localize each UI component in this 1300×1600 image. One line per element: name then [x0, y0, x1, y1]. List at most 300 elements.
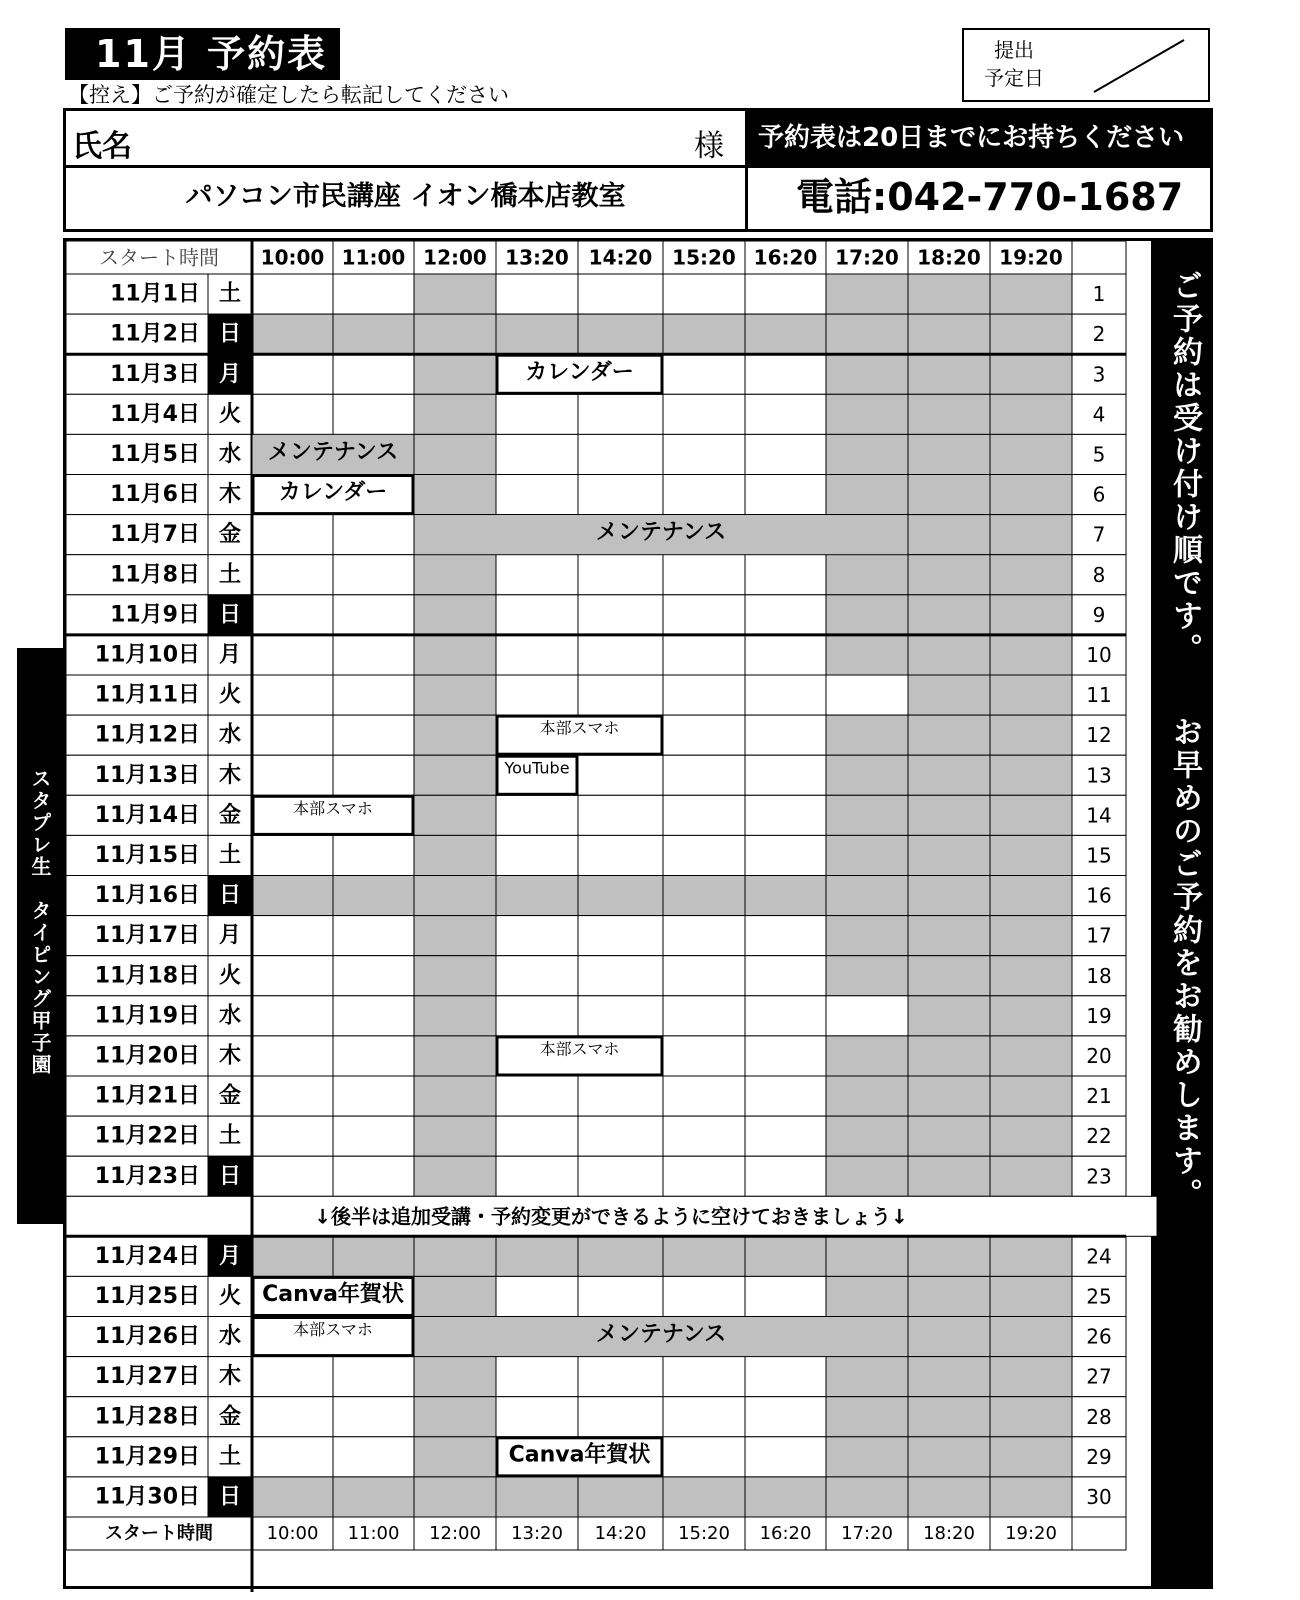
- time-slot-cell[interactable]: [663, 1236, 745, 1276]
- time-slot-cell[interactable]: [414, 956, 496, 996]
- time-slot-cell[interactable]: [578, 475, 663, 515]
- time-slot-cell[interactable]: [414, 1397, 496, 1437]
- time-slot-cell[interactable]: [252, 314, 333, 354]
- weekday-label: 土: [218, 1444, 242, 1470]
- time-slot-cell[interactable]: [990, 675, 1072, 715]
- time-slot-cell[interactable]: [908, 555, 990, 595]
- time-slot-cell[interactable]: [745, 876, 826, 916]
- time-slot-cell[interactable]: [908, 1397, 990, 1437]
- time-slot-cell[interactable]: [990, 1317, 1072, 1357]
- time-slot-cell[interactable]: [252, 1116, 333, 1156]
- time-slot-cell[interactable]: [826, 1036, 908, 1076]
- time-slot-cell[interactable]: [252, 1236, 333, 1276]
- time-slot-cell[interactable]: [496, 635, 578, 675]
- time-slot-cell[interactable]: [252, 916, 333, 956]
- time-slot-cell[interactable]: [745, 1397, 826, 1437]
- time-slot-cell[interactable]: [414, 1357, 496, 1397]
- time-slot-cell[interactable]: [578, 555, 663, 595]
- time-slot-cell[interactable]: [414, 434, 496, 474]
- time-slot-cell[interactable]: [745, 1477, 826, 1517]
- time-footer: 17:20: [841, 1523, 893, 1544]
- time-slot-cell[interactable]: [745, 475, 826, 515]
- time-slot-cell[interactable]: [908, 1156, 990, 1196]
- page-title: 11月 予約表: [65, 28, 340, 80]
- time-slot-cell[interactable]: [990, 876, 1072, 916]
- time-slot-cell[interactable]: [826, 956, 908, 996]
- time-slot-cell[interactable]: [333, 956, 414, 996]
- time-slot-cell[interactable]: [496, 675, 578, 715]
- time-slot-cell[interactable]: [990, 1036, 1072, 1076]
- time-slot-cell[interactable]: [414, 1477, 496, 1517]
- time-slot-cell[interactable]: [333, 515, 414, 555]
- time-slot-cell[interactable]: [414, 916, 496, 956]
- time-slot-cell[interactable]: [826, 1156, 908, 1196]
- time-slot-cell[interactable]: [745, 755, 826, 795]
- time-slot-cell[interactable]: [745, 835, 826, 875]
- time-slot-cell[interactable]: [578, 595, 663, 635]
- time-slot-cell[interactable]: [826, 555, 908, 595]
- time-slot-cell[interactable]: [663, 595, 745, 635]
- time-slot-cell[interactable]: [496, 1276, 578, 1316]
- weekday-label: 日: [218, 1163, 242, 1189]
- time-slot-cell[interactable]: [414, 635, 496, 675]
- time-slot-cell[interactable]: [496, 1076, 578, 1116]
- time-slot-cell[interactable]: [333, 1437, 414, 1477]
- time-slot-cell[interactable]: [908, 274, 990, 314]
- time-slot-cell[interactable]: [663, 1397, 745, 1437]
- time-slot-cell[interactable]: [745, 635, 826, 675]
- time-slot-cell[interactable]: [745, 1156, 826, 1196]
- time-slot-cell[interactable]: [496, 1397, 578, 1437]
- time-slot-cell[interactable]: [826, 795, 908, 835]
- time-slot-cell[interactable]: [990, 394, 1072, 434]
- time-slot-cell[interactable]: [252, 1036, 333, 1076]
- time-slot-cell[interactable]: [496, 314, 578, 354]
- time-slot-cell[interactable]: [908, 996, 990, 1036]
- time-slot-cell[interactable]: [826, 635, 908, 675]
- time-slot-cell[interactable]: [578, 1236, 663, 1276]
- time-slot-cell[interactable]: [333, 394, 414, 434]
- time-slot-cell[interactable]: [990, 1156, 1072, 1196]
- time-slot-cell[interactable]: [826, 1477, 908, 1517]
- time-slot-cell[interactable]: [414, 835, 496, 875]
- time-slot-cell[interactable]: [990, 1076, 1072, 1116]
- time-slot-cell[interactable]: [414, 1276, 496, 1316]
- time-slot-cell[interactable]: [826, 1276, 908, 1316]
- time-slot-cell[interactable]: [333, 1036, 414, 1076]
- time-slot-cell[interactable]: [908, 715, 990, 755]
- time-slot-cell[interactable]: [414, 1156, 496, 1196]
- time-slot-cell[interactable]: [990, 1276, 1072, 1316]
- time-slot-cell[interactable]: [578, 1397, 663, 1437]
- time-slot-cell[interactable]: [745, 354, 826, 394]
- time-slot-cell[interactable]: [745, 1236, 826, 1276]
- time-slot-cell[interactable]: [663, 394, 745, 434]
- time-slot-cell[interactable]: [745, 956, 826, 996]
- time-slot-cell[interactable]: [252, 1357, 333, 1397]
- time-slot-cell[interactable]: [826, 755, 908, 795]
- time-slot-cell[interactable]: [826, 996, 908, 1036]
- time-slot-cell[interactable]: [414, 314, 496, 354]
- time-footer: 18:20: [923, 1523, 975, 1544]
- time-slot-cell[interactable]: [663, 996, 745, 1036]
- time-slot-cell[interactable]: [333, 1076, 414, 1116]
- row-number: 25: [1086, 1284, 1112, 1309]
- time-slot-cell[interactable]: [745, 996, 826, 1036]
- weekday-label: 月: [218, 642, 242, 668]
- time-slot-cell[interactable]: [414, 755, 496, 795]
- time-slot-cell[interactable]: [826, 1236, 908, 1276]
- time-slot-cell[interactable]: [745, 595, 826, 635]
- time-slot-cell[interactable]: [663, 274, 745, 314]
- time-slot-cell[interactable]: [826, 354, 908, 394]
- time-slot-cell[interactable]: [663, 314, 745, 354]
- time-slot-cell[interactable]: [333, 916, 414, 956]
- time-slot-cell[interactable]: [908, 1357, 990, 1397]
- time-slot-cell[interactable]: [663, 1276, 745, 1316]
- weekday-label: 火: [218, 1283, 242, 1309]
- time-slot-cell[interactable]: [990, 635, 1072, 675]
- time-slot-cell[interactable]: [908, 595, 990, 635]
- time-slot-cell[interactable]: [745, 1437, 826, 1477]
- time-slot-cell[interactable]: [496, 595, 578, 635]
- time-slot-cell[interactable]: [496, 1156, 578, 1196]
- name-field[interactable]: [66, 111, 748, 168]
- time-slot-cell[interactable]: [826, 916, 908, 956]
- time-slot-cell[interactable]: [663, 956, 745, 996]
- date-label: 11月3日: [110, 361, 200, 387]
- row-number: 27: [1086, 1364, 1112, 1389]
- time-slot-cell[interactable]: [908, 795, 990, 835]
- time-slot-cell[interactable]: [252, 876, 333, 916]
- time-slot-cell[interactable]: [745, 715, 826, 755]
- time-slot-cell[interactable]: [745, 916, 826, 956]
- time-slot-cell[interactable]: [990, 916, 1072, 956]
- time-slot-cell[interactable]: [578, 635, 663, 675]
- time-slot-cell[interactable]: [578, 1477, 663, 1517]
- time-slot-cell[interactable]: [663, 1076, 745, 1116]
- time-slot-cell[interactable]: [826, 394, 908, 434]
- time-slot-cell[interactable]: [496, 996, 578, 1036]
- time-slot-cell[interactable]: [908, 635, 990, 675]
- time-slot-cell[interactable]: [663, 755, 745, 795]
- time-slot-cell[interactable]: [414, 1116, 496, 1156]
- time-slot-cell[interactable]: [908, 675, 990, 715]
- time-slot-cell[interactable]: [414, 555, 496, 595]
- time-slot-cell[interactable]: [578, 795, 663, 835]
- row-number: 9: [1092, 602, 1106, 627]
- time-slot-cell[interactable]: [578, 675, 663, 715]
- time-slot-cell[interactable]: [252, 715, 333, 755]
- time-slot-cell[interactable]: [496, 434, 578, 474]
- time-slot-cell[interactable]: [826, 675, 908, 715]
- time-slot-cell[interactable]: [990, 956, 1072, 996]
- time-slot-cell[interactable]: [990, 274, 1072, 314]
- time-slot-cell[interactable]: [252, 996, 333, 1036]
- time-slot-cell[interactable]: [414, 795, 496, 835]
- weekday-label: 月: [218, 923, 242, 949]
- time-slot-cell[interactable]: [908, 1036, 990, 1076]
- time-slot-cell[interactable]: [990, 1236, 1072, 1276]
- time-slot-cell[interactable]: [990, 515, 1072, 555]
- row-number: 5: [1092, 442, 1106, 467]
- time-slot-cell[interactable]: [333, 835, 414, 875]
- time-slot-cell[interactable]: [496, 1357, 578, 1397]
- time-slot-cell[interactable]: [908, 394, 990, 434]
- date-label: 11月27日: [94, 1364, 200, 1390]
- time-slot-cell[interactable]: [990, 595, 1072, 635]
- time-slot-cell[interactable]: [578, 1076, 663, 1116]
- time-slot-cell[interactable]: [252, 1477, 333, 1517]
- time-slot-cell[interactable]: [826, 876, 908, 916]
- time-slot-cell[interactable]: [578, 394, 663, 434]
- time-slot-cell[interactable]: [578, 916, 663, 956]
- time-slot-cell[interactable]: [908, 314, 990, 354]
- time-slot-cell[interactable]: [745, 1276, 826, 1316]
- time-slot-cell[interactable]: [990, 475, 1072, 515]
- time-slot-cell[interactable]: [252, 635, 333, 675]
- time-slot-cell[interactable]: [990, 354, 1072, 394]
- time-slot-cell[interactable]: [252, 675, 333, 715]
- time-slot-cell[interactable]: [826, 1076, 908, 1116]
- time-slot-cell[interactable]: [908, 475, 990, 515]
- time-slot-cell[interactable]: [990, 1437, 1072, 1477]
- time-slot-cell[interactable]: [333, 1116, 414, 1156]
- time-slot-cell[interactable]: [908, 434, 990, 474]
- time-slot-cell[interactable]: [908, 1276, 990, 1316]
- time-slot-cell[interactable]: [496, 394, 578, 434]
- time-slot-cell[interactable]: [414, 1236, 496, 1276]
- time-slot-cell[interactable]: [333, 1397, 414, 1437]
- time-slot-cell[interactable]: [826, 835, 908, 875]
- time-slot-cell[interactable]: [826, 434, 908, 474]
- time-slot-cell[interactable]: [414, 1076, 496, 1116]
- time-slot-cell[interactable]: [578, 956, 663, 996]
- time-slot-cell[interactable]: [578, 1156, 663, 1196]
- time-slot-cell[interactable]: [252, 394, 333, 434]
- time-slot-cell[interactable]: [908, 1116, 990, 1156]
- submit-date-box[interactable]: [962, 28, 1210, 102]
- time-slot-cell[interactable]: [663, 434, 745, 474]
- time-slot-cell[interactable]: [496, 274, 578, 314]
- time-slot-cell[interactable]: [663, 1036, 745, 1076]
- time-slot-cell[interactable]: [663, 876, 745, 916]
- time-slot-cell[interactable]: [908, 916, 990, 956]
- time-slot-cell[interactable]: [663, 1156, 745, 1196]
- time-slot-cell[interactable]: [252, 1156, 333, 1196]
- weekday-label: 水: [218, 1003, 242, 1029]
- time-slot-cell[interactable]: [496, 795, 578, 835]
- time-slot-cell[interactable]: [252, 755, 333, 795]
- time-slot-cell[interactable]: [333, 1156, 414, 1196]
- time-slot-cell[interactable]: [578, 274, 663, 314]
- time-slot-cell[interactable]: [414, 1437, 496, 1477]
- time-slot-cell[interactable]: [333, 996, 414, 1036]
- time-slot-cell[interactable]: [826, 1437, 908, 1477]
- time-slot-cell[interactable]: [578, 434, 663, 474]
- time-slot-cell[interactable]: [745, 1036, 826, 1076]
- weekday-label: 木: [218, 482, 242, 508]
- honorific-label: 様: [694, 129, 724, 164]
- time-slot-cell[interactable]: [908, 1317, 990, 1357]
- date-label: 11月18日: [94, 963, 200, 989]
- time-slot-cell[interactable]: [745, 1116, 826, 1156]
- time-slot-cell[interactable]: [663, 715, 745, 755]
- time-slot-cell[interactable]: [578, 755, 663, 795]
- time-slot-cell[interactable]: [663, 1437, 745, 1477]
- time-slot-cell[interactable]: [414, 1036, 496, 1076]
- time-slot-cell[interactable]: [908, 515, 990, 555]
- time-slot-cell[interactable]: [414, 675, 496, 715]
- time-slot-cell[interactable]: [578, 1276, 663, 1316]
- time-slot-cell[interactable]: [826, 475, 908, 515]
- time-slot-cell[interactable]: [414, 996, 496, 1036]
- time-slot-cell[interactable]: [663, 635, 745, 675]
- time-slot-cell[interactable]: [745, 274, 826, 314]
- time-slot-cell[interactable]: [663, 1116, 745, 1156]
- time-slot-cell[interactable]: [333, 635, 414, 675]
- time-slot-cell[interactable]: [663, 916, 745, 956]
- time-slot-cell[interactable]: [826, 274, 908, 314]
- time-slot-cell[interactable]: [990, 314, 1072, 354]
- time-slot-cell[interactable]: [496, 555, 578, 595]
- time-slot-cell[interactable]: [908, 1236, 990, 1276]
- time-slot-cell[interactable]: [333, 595, 414, 635]
- time-slot-cell[interactable]: [414, 354, 496, 394]
- time-slot-cell[interactable]: [578, 314, 663, 354]
- time-slot-cell[interactable]: [496, 956, 578, 996]
- time-slot-cell[interactable]: [496, 876, 578, 916]
- time-slot-cell[interactable]: [990, 715, 1072, 755]
- time-slot-cell[interactable]: [908, 354, 990, 394]
- diagonal-slash-icon: [1092, 36, 1192, 94]
- event-label: Canva年賀状: [508, 1442, 651, 1468]
- time-slot-cell[interactable]: [252, 274, 333, 314]
- time-slot-cell[interactable]: [578, 876, 663, 916]
- time-slot-cell[interactable]: [333, 274, 414, 314]
- time-slot-cell[interactable]: [252, 1397, 333, 1437]
- row-number: 3: [1092, 362, 1106, 387]
- time-header: 16:20: [753, 245, 818, 270]
- time-slot-cell[interactable]: [990, 835, 1072, 875]
- time-slot-cell[interactable]: [333, 715, 414, 755]
- time-slot-cell[interactable]: [990, 1397, 1072, 1437]
- time-slot-cell[interactable]: [745, 1076, 826, 1116]
- time-slot-cell[interactable]: [252, 595, 333, 635]
- time-slot-cell[interactable]: [663, 475, 745, 515]
- time-slot-cell[interactable]: [333, 876, 414, 916]
- time-slot-cell[interactable]: [908, 956, 990, 996]
- time-slot-cell[interactable]: [990, 1357, 1072, 1397]
- time-slot-cell[interactable]: [663, 1477, 745, 1517]
- time-slot-cell[interactable]: [496, 1236, 578, 1276]
- time-slot-cell[interactable]: [333, 555, 414, 595]
- time-slot-cell[interactable]: [908, 1076, 990, 1116]
- time-slot-cell[interactable]: [908, 835, 990, 875]
- time-slot-cell[interactable]: [414, 595, 496, 635]
- time-slot-cell[interactable]: [663, 354, 745, 394]
- time-slot-cell[interactable]: [333, 1357, 414, 1397]
- time-slot-cell[interactable]: [252, 555, 333, 595]
- time-slot-cell[interactable]: [252, 835, 333, 875]
- time-slot-cell[interactable]: [414, 394, 496, 434]
- time-slot-cell[interactable]: [496, 1116, 578, 1156]
- time-slot-cell[interactable]: [663, 1357, 745, 1397]
- time-slot-cell[interactable]: [333, 1236, 414, 1276]
- time-slot-cell[interactable]: [745, 795, 826, 835]
- weekday-label: 金: [218, 522, 242, 548]
- time-slot-cell[interactable]: [663, 555, 745, 595]
- time-slot-cell[interactable]: [990, 755, 1072, 795]
- time-slot-cell[interactable]: [826, 314, 908, 354]
- time-slot-cell[interactable]: [252, 956, 333, 996]
- time-slot-cell[interactable]: [333, 314, 414, 354]
- time-slot-cell[interactable]: [496, 835, 578, 875]
- time-slot-cell[interactable]: [333, 755, 414, 795]
- time-slot-cell[interactable]: [990, 795, 1072, 835]
- time-slot-cell[interactable]: [496, 475, 578, 515]
- time-slot-cell[interactable]: [908, 755, 990, 795]
- time-slot-cell[interactable]: [252, 354, 333, 394]
- name-label: 氏名: [72, 129, 132, 164]
- time-slot-cell[interactable]: [496, 916, 578, 956]
- time-slot-cell[interactable]: [333, 1477, 414, 1517]
- time-slot-cell[interactable]: [826, 715, 908, 755]
- time-slot-cell[interactable]: [826, 1116, 908, 1156]
- time-slot-cell[interactable]: [333, 354, 414, 394]
- time-slot-cell[interactable]: [990, 996, 1072, 1036]
- time-slot-cell[interactable]: [252, 515, 333, 555]
- time-slot-cell[interactable]: [745, 675, 826, 715]
- time-slot-cell[interactable]: [663, 795, 745, 835]
- time-slot-cell[interactable]: [745, 555, 826, 595]
- time-slot-cell[interactable]: [745, 1357, 826, 1397]
- time-slot-cell[interactable]: [990, 434, 1072, 474]
- time-slot-cell[interactable]: [908, 876, 990, 916]
- time-slot-cell[interactable]: [414, 475, 496, 515]
- time-slot-cell[interactable]: [333, 675, 414, 715]
- time-slot-cell[interactable]: [252, 1076, 333, 1116]
- time-slot-cell[interactable]: [745, 394, 826, 434]
- time-slot-cell[interactable]: [908, 1477, 990, 1517]
- time-slot-cell[interactable]: [663, 675, 745, 715]
- time-slot-cell[interactable]: [578, 1357, 663, 1397]
- time-slot-cell[interactable]: [990, 555, 1072, 595]
- time-slot-cell[interactable]: [414, 715, 496, 755]
- time-slot-cell[interactable]: [826, 595, 908, 635]
- time-slot-cell[interactable]: [745, 434, 826, 474]
- weekday-label: 土: [218, 842, 242, 868]
- date-label: 11月5日: [110, 441, 200, 467]
- time-slot-cell[interactable]: [414, 876, 496, 916]
- time-slot-cell[interactable]: [990, 1477, 1072, 1517]
- time-slot-cell[interactable]: [826, 1397, 908, 1437]
- time-slot-cell[interactable]: [663, 835, 745, 875]
- time-slot-cell[interactable]: [908, 1437, 990, 1477]
- start-time-footer-label: スタート時間: [105, 1523, 213, 1544]
- time-slot-cell[interactable]: [252, 1437, 333, 1477]
- time-slot-cell[interactable]: [414, 274, 496, 314]
- row-number: 16: [1086, 883, 1112, 908]
- time-slot-cell[interactable]: [826, 1357, 908, 1397]
- time-slot-cell[interactable]: [578, 1116, 663, 1156]
- time-slot-cell[interactable]: [990, 1116, 1072, 1156]
- time-slot-cell[interactable]: [496, 1477, 578, 1517]
- time-slot-cell[interactable]: [578, 835, 663, 875]
- weekday-label: 土: [218, 562, 242, 588]
- time-slot-cell[interactable]: [745, 314, 826, 354]
- time-slot-cell[interactable]: [578, 996, 663, 1036]
